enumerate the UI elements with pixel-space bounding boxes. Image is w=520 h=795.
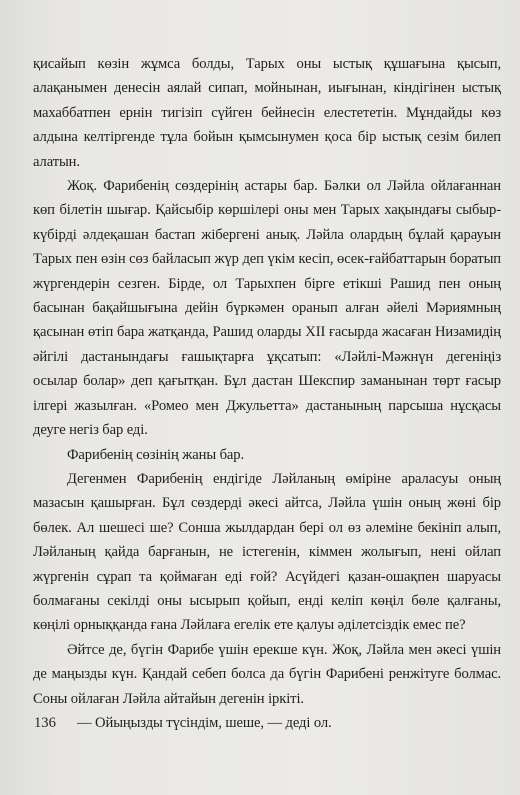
paragraph-continuation: қисайып көзін жұмса болды, Тарых оны ыстық құшағына қысып, алақанымен денесін аялай сипап, мойнынан, иығынан, кіндігінен ыстық махаббатпен ернін тигізіп сүйген бейнесін елестететін. Мұндайды көз алдына келтіргенде тұла бойын қымсынумен қоса бір ыстық сезім билеп алатын. bbox=[33, 56, 501, 170]
paragraph-fariba-hint: Жоқ. Фарибенің сөздерінің астары бар. Бәлки ол Ләйла ойлағаннан көп білетін шығар. Қайсыбір көршілері оны мен Тарых хақындағы сыбыр-күбірді әлдеқашан бастап жібергені анық. Ләйла олардың бұлай қарауын Тарых пен өзін сөз байласып жүр деп үкім кесіп, өсек-ғайбаттарын боратып жүргендерін сезген. Бірде, ол Тарыхпен бірге етікші Рашид пен оның басынан бақайшығына дейін бүркәмен оранып алған әйелі Мәриямның қасынан өтіп бара жатқанда, Рашид оларды XII ғасырда жасаған Низамидің әйгілі дастанындағы ғашықтарға ұқсатып: «Ләйлі-Мәжнүн дегеніңіз осылар болар» деп қағытқан. Бұл дастан Шекспир заманынан төрт ғасыр ілгері жазылған. «Ромео мен Джульетта» дастанының парсыша нұсқасы деуге негіз бар еді. bbox=[33, 178, 501, 439]
paragraph-special-day: Әйтсе де, бүгін Фарибе үшін ерекше күн. Жоқ, Ләйла мен әкесі үшін де маңызды күн. Қандай себеп болса да бүгін Фарибені ренжітуге болмас. Соны ойлаған Ләйла айтайын дегенін іркіті. bbox=[33, 641, 501, 707]
body-text bbox=[33, 52, 501, 735]
paragraph-mother-question: Дегенмен Фарибенің ендігіде Ләйланың өміріне араласуы оның мазасын қашырған. Бұл сөздерді әкесі айтса, Ләйла үшін оның жөні бір бөлек. Ал шешесі ше? Сонша жылдардан бері ол өз әлеміне бекініп алып, Ләйланың қайда барғанын, не істегенін, кіммен жолығып, нені ойлап жүргенін сұрап та қоймаған еді ғой? Асүйдегі қазан-ошақпен шаруасы болмағаны секілді оны ысырып қойып, енді келіп көңіл бөле қалғаны, көңілі орныққанда ғана Ләйлаға егелік ете қалуы әділетсіздік емес пе? bbox=[33, 470, 501, 634]
paragraph-dialogue: — Ойыңызды түсіндім, шеше, — деді ол. bbox=[77, 714, 332, 731]
paragraph-short-remark: Фарибенің сөзінің жаны бар. bbox=[67, 446, 245, 463]
page-number: 136 bbox=[34, 715, 56, 731]
